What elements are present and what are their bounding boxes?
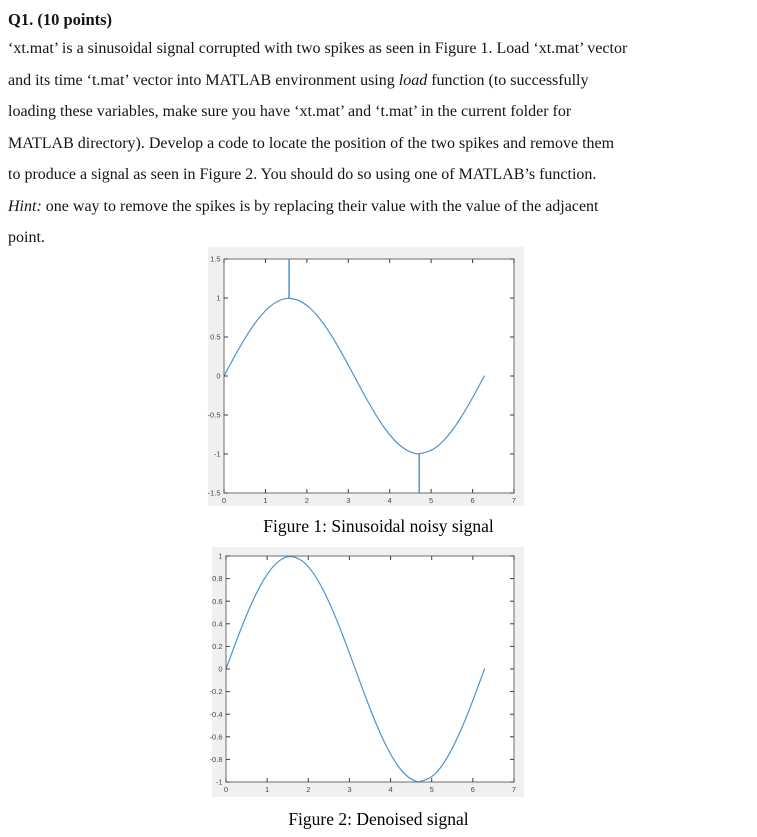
text-run: point. xyxy=(8,229,45,246)
text-run: MATLAB directory). Develop a code to locate the position of the two spikes and remove them xyxy=(8,134,615,152)
y-tick-label: 0.5 xyxy=(210,332,221,342)
text-run: ‘xt.mat’ is a sinusoidal signal corrupted with two spikes as seen in Figure 1. Load ‘xt.mat’ vector xyxy=(8,40,628,57)
figure-1-caption: Figure 1: Sinusoidal noisy signal xyxy=(263,515,494,536)
italic-text-run: load xyxy=(398,71,428,89)
y-tick-label: 1 xyxy=(216,293,221,303)
x-tick-label: 1 xyxy=(265,784,270,794)
text-run: to produce a signal as seen in Figure 2. You should do so using one of MATLAB’s function. xyxy=(8,166,597,183)
paragraph-line xyxy=(8,33,749,65)
x-tick-label: 5 xyxy=(429,495,434,505)
figure-2-caption: Figure 2: Denoised signal xyxy=(288,808,469,829)
plot-area xyxy=(224,259,514,493)
y-tick-label: 0.2 xyxy=(212,641,223,651)
y-tick-label: 0 xyxy=(216,371,221,381)
x-tick-label: 4 xyxy=(388,784,393,794)
x-tick-label: 7 xyxy=(511,784,517,794)
paragraph-line xyxy=(8,96,749,128)
y-tick-label: -0.2 xyxy=(209,686,223,696)
x-tick-label: 3 xyxy=(346,495,351,505)
text-run: and its time ‘t.mat’ vector into MATLAB environment using xyxy=(8,71,399,89)
x-tick-label: 6 xyxy=(470,495,475,505)
y-tick-label: 0.6 xyxy=(212,596,223,606)
y-tick-label: -1 xyxy=(215,777,223,787)
italic-text-run: Hint: xyxy=(8,197,42,215)
y-tick-label: 0 xyxy=(218,664,223,674)
paragraph-line xyxy=(8,65,749,97)
x-tick-label: 5 xyxy=(429,784,434,794)
y-tick-label: -0.5 xyxy=(207,410,221,420)
y-tick-label: -0.6 xyxy=(209,731,223,741)
paragraph-line xyxy=(8,128,749,160)
x-tick-label: 6 xyxy=(470,784,475,794)
x-tick-label: 2 xyxy=(304,495,309,505)
text-run: one way to remove the spikes is by replacing their value with the value of the adjacent xyxy=(41,197,599,215)
plot-area xyxy=(226,556,514,782)
figure-1-svg xyxy=(208,247,524,506)
x-tick-label: 2 xyxy=(306,784,311,794)
y-tick-label: -0.8 xyxy=(209,754,223,764)
x-tick-label: 0 xyxy=(221,495,227,505)
x-tick-label: 1 xyxy=(263,495,268,505)
figure-1-plot xyxy=(208,247,524,506)
text-run: loading these variables, make sure you have ‘xt.mat’ and ‘t.mat’ in the current folder for xyxy=(8,103,572,120)
question-heading: Q1. (10 points) xyxy=(8,10,113,29)
y-tick-label: 0.4 xyxy=(212,618,223,628)
paragraph-line xyxy=(8,191,749,223)
x-tick-label: 7 xyxy=(511,495,517,505)
y-tick-label: 1.5 xyxy=(210,254,221,264)
x-tick-label: 4 xyxy=(387,495,392,505)
x-tick-label: 0 xyxy=(223,784,229,794)
y-tick-label: -1.5 xyxy=(207,488,221,498)
y-tick-label: -1 xyxy=(213,449,221,459)
text-run: function (to successfully xyxy=(427,71,589,89)
paragraph-line xyxy=(8,159,749,191)
x-tick-label: 3 xyxy=(347,784,352,794)
figure-2-plot xyxy=(209,547,524,797)
question-text xyxy=(8,33,749,254)
y-tick-label: -0.4 xyxy=(209,709,223,719)
y-tick-label: 1 xyxy=(218,551,223,561)
figure-2-svg xyxy=(209,547,524,797)
y-tick-label: 0.8 xyxy=(212,573,223,583)
